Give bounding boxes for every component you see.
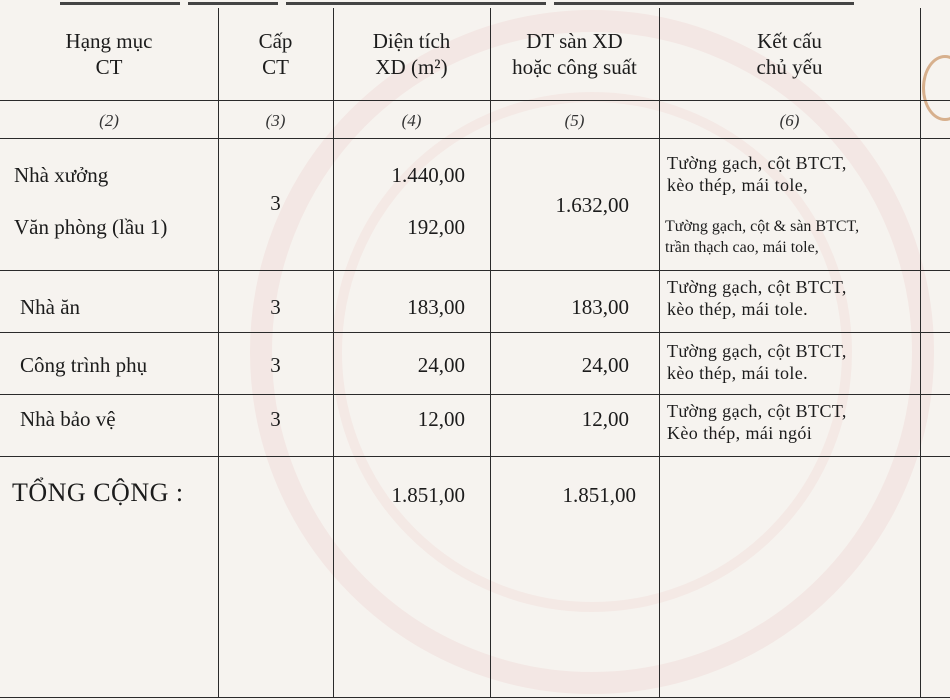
structure-line1: Tường gạch, cột & sàn BTCT, — [665, 218, 860, 235]
row-area-cong-trinh-phu: 24,00 — [417, 353, 465, 377]
rule-table-bottom — [0, 697, 950, 698]
colnum-2: (2) — [99, 111, 119, 130]
total-floor-area: 1.851,00 — [562, 483, 636, 507]
rule-row4-bottom — [0, 456, 950, 457]
header-dien-tich — [333, 28, 490, 80]
structure-line1: Tường gạch, cột BTCT, — [667, 277, 847, 297]
row-cap-cong-trinh-phu: 3 — [270, 353, 281, 377]
row-name-nha-xuong: Nhà xưởng — [14, 163, 109, 187]
row-floor-area-nha-bao-ve: 12,00 — [581, 407, 629, 431]
row-name-van-phong: Văn phòng (lầu 1) — [14, 215, 168, 239]
colnum-4: (4) — [401, 111, 422, 130]
header-ket-cau — [659, 28, 920, 80]
row-structure-van-phong — [665, 216, 859, 258]
row-cap-nha-an: 3 — [270, 295, 281, 319]
structure-line2: kèo thép, mái tole. — [667, 299, 809, 319]
structure-line2: kèo thép, mái tole. — [667, 363, 809, 383]
cropped-top-text — [0, 0, 950, 8]
header-line1: DT sàn XD — [526, 29, 623, 53]
row-area-nha-an: 183,00 — [407, 295, 465, 319]
row-structure-cong-trinh-phu — [667, 340, 847, 384]
row-structure-nha-bao-ve — [667, 400, 847, 444]
colnum-5: (5) — [564, 111, 585, 130]
structure-line2: kèo thép, mái tole, — [667, 175, 809, 195]
rule-col5 — [920, 8, 921, 698]
row-floor-area-group1: 1.632,00 — [555, 193, 629, 217]
header-line2: CT — [262, 55, 289, 79]
total-label: TỔNG CỘNG : — [12, 478, 184, 507]
header-line2: CT — [95, 55, 123, 79]
rule-header-bottom — [0, 100, 950, 101]
header-line2: chủ yếu — [756, 55, 823, 79]
header-line2: XD (m²) — [375, 55, 448, 79]
header-line1: Kết cấu — [757, 29, 822, 53]
header-cap — [218, 28, 333, 80]
row-floor-area-nha-an: 183,00 — [571, 295, 629, 319]
structure-line1: Tường gạch, cột BTCT, — [667, 341, 847, 361]
colnum-3: (3) — [265, 111, 286, 130]
header-line2: hoặc công suất — [512, 55, 637, 79]
row-cap-group1: 3 — [270, 191, 281, 215]
total-area: 1.851,00 — [391, 483, 465, 507]
row-name-cong-trinh-phu: Công trình phụ — [20, 353, 148, 377]
row-area-van-phong: 192,00 — [407, 215, 465, 239]
seal-edge — [922, 55, 950, 121]
rule-row3-bottom — [0, 394, 950, 395]
colnum-6: (6) — [779, 111, 800, 130]
row-name-nha-an: Nhà ăn — [20, 295, 81, 319]
row-structure-nha-xuong — [667, 152, 847, 196]
structure-line2: Kèo thép, mái ngói — [667, 423, 813, 443]
structure-line2: trần thạch cao, mái tole, — [665, 239, 819, 256]
row-cap-nha-bao-ve: 3 — [270, 407, 281, 431]
header-dt-san — [490, 28, 659, 80]
header-line1: Hạng mục — [65, 29, 153, 53]
structure-line1: Tường gạch, cột BTCT, — [667, 401, 847, 421]
header-line1: Cấp — [258, 29, 293, 53]
row-area-nha-bao-ve: 12,00 — [417, 407, 465, 431]
row-floor-area-cong-trinh-phu: 24,00 — [581, 353, 629, 377]
structure-line1: Tường gạch, cột BTCT, — [667, 153, 847, 173]
rule-colnum-bottom — [0, 138, 950, 139]
row-name-nha-bao-ve: Nhà bảo vệ — [20, 407, 116, 431]
rule-row2-bottom — [0, 332, 950, 333]
header-line1: Diện tích — [372, 29, 451, 53]
rule-row1-bottom — [0, 270, 950, 271]
row-structure-nha-an — [667, 276, 847, 320]
row-area-nha-xuong: 1.440,00 — [391, 163, 465, 187]
header-hang-muc — [0, 28, 218, 80]
